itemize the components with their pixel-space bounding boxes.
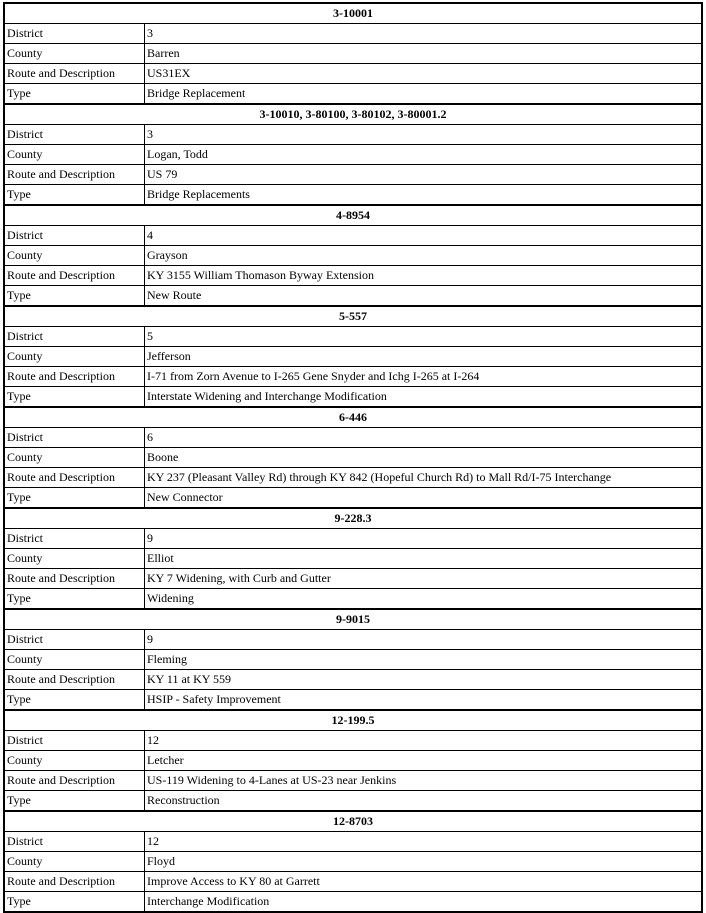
project-id: 3-10001 <box>5 4 701 24</box>
district-row <box>5 226 701 246</box>
county-label: County <box>5 448 145 467</box>
route-value: Improve Access to KY 80 at Garrett <box>147 874 320 888</box>
route-label: Route and Description <box>5 266 145 285</box>
district-value: 6 <box>147 430 153 444</box>
district-label: District <box>5 832 145 851</box>
type-row <box>5 286 701 305</box>
type-label: Type <box>5 690 145 709</box>
type-label: Type <box>5 387 145 406</box>
route-label: Route and Description <box>5 569 145 588</box>
district-label: District <box>5 630 145 649</box>
project-block <box>3 305 703 408</box>
district-row <box>5 832 701 852</box>
route-row <box>5 367 701 387</box>
type-value: New Connector <box>147 490 223 504</box>
county-row <box>5 44 701 64</box>
type-value: Bridge Replacements <box>147 187 250 201</box>
county-label: County <box>5 347 145 366</box>
district-label: District <box>5 327 145 346</box>
district-row <box>5 529 701 549</box>
district-row <box>5 731 701 751</box>
district-label: District <box>5 731 145 750</box>
district-label: District <box>5 125 145 144</box>
district-value: 3 <box>147 26 153 40</box>
district-row <box>5 428 701 448</box>
type-row <box>5 488 701 507</box>
route-label: Route and Description <box>5 670 145 689</box>
project-block <box>3 406 703 509</box>
route-label: Route and Description <box>5 468 145 487</box>
district-value: 4 <box>147 228 153 242</box>
district-row <box>5 125 701 145</box>
district-row <box>5 630 701 650</box>
type-value: Interstate Widening and Interchange Modification <box>147 389 387 403</box>
type-row <box>5 387 701 406</box>
projects-table <box>3 4 703 913</box>
route-value: KY 11 at KY 559 <box>147 672 231 686</box>
route-row <box>5 670 701 690</box>
route-row <box>5 266 701 286</box>
route-value: US 79 <box>147 167 178 181</box>
district-value: 5 <box>147 329 153 343</box>
county-value: Fleming <box>147 652 188 666</box>
district-label: District <box>5 226 145 245</box>
type-label: Type <box>5 84 145 103</box>
route-label: Route and Description <box>5 367 145 386</box>
district-label: District <box>5 428 145 447</box>
route-label: Route and Description <box>5 872 145 891</box>
county-value: Boone <box>147 450 179 464</box>
route-value: I-71 from Zorn Avenue to I-265 Gene Snyder and Ichg I-265 at I-264 <box>147 369 480 383</box>
project-block <box>3 2 703 105</box>
project-block <box>3 103 703 206</box>
county-label: County <box>5 246 145 265</box>
district-value: 12 <box>147 834 159 848</box>
county-row <box>5 347 701 367</box>
district-value: 12 <box>147 733 159 747</box>
route-row <box>5 64 701 84</box>
type-label: Type <box>5 892 145 911</box>
district-row <box>5 327 701 347</box>
county-value: Elliot <box>147 551 174 565</box>
county-label: County <box>5 549 145 568</box>
district-value: 9 <box>147 632 153 646</box>
project-block <box>3 810 703 913</box>
type-label: Type <box>5 488 145 507</box>
type-value: New Route <box>147 288 202 302</box>
county-row <box>5 650 701 670</box>
route-row <box>5 569 701 589</box>
type-row <box>5 791 701 810</box>
type-row <box>5 84 701 103</box>
county-value: Barren <box>147 46 180 60</box>
type-value: Reconstruction <box>147 793 220 807</box>
type-label: Type <box>5 185 145 204</box>
county-value: Grayson <box>147 248 188 262</box>
project-block <box>3 608 703 711</box>
project-id: 9-9015 <box>5 610 701 630</box>
county-row <box>5 852 701 872</box>
county-value: Logan, Todd <box>147 147 208 161</box>
district-value: 9 <box>147 531 153 545</box>
route-value: US-119 Widening to 4-Lanes at US-23 near Jenkins <box>147 773 397 787</box>
route-label: Route and Description <box>5 64 145 83</box>
type-row <box>5 185 701 204</box>
type-value: Widening <box>147 591 194 605</box>
county-row <box>5 448 701 468</box>
route-value: KY 237 (Pleasant Valley Rd) through KY 842 (Hopeful Church Rd) to Mall Rd/I-75 Interchange <box>147 470 612 484</box>
county-value: Floyd <box>147 854 176 868</box>
project-block <box>3 204 703 307</box>
route-row <box>5 468 701 488</box>
route-value: US31EX <box>147 66 191 80</box>
project-id: 3-10010, 3-80100, 3-80102, 3-80001.2 <box>5 105 701 125</box>
district-value: 3 <box>147 127 153 141</box>
county-value: Jefferson <box>147 349 191 363</box>
district-label: District <box>5 529 145 548</box>
county-row <box>5 246 701 266</box>
type-value: Interchange Modification <box>147 894 270 908</box>
route-row <box>5 771 701 791</box>
county-row <box>5 549 701 569</box>
type-label: Type <box>5 791 145 810</box>
type-label: Type <box>5 589 145 608</box>
route-value: KY 3155 William Thomason Byway Extension <box>147 268 374 282</box>
route-row <box>5 872 701 892</box>
project-block <box>3 507 703 610</box>
type-row <box>5 892 701 911</box>
type-label: Type <box>5 286 145 305</box>
county-label: County <box>5 852 145 871</box>
district-row <box>5 24 701 44</box>
project-block <box>3 709 703 812</box>
county-label: County <box>5 44 145 63</box>
county-row <box>5 751 701 771</box>
district-label: District <box>5 24 145 43</box>
type-row <box>5 589 701 608</box>
project-id: 12-199.5 <box>5 711 701 731</box>
project-id: 4-8954 <box>5 206 701 226</box>
county-label: County <box>5 650 145 669</box>
county-row <box>5 145 701 165</box>
type-row <box>5 690 701 709</box>
project-id: 5-557 <box>5 307 701 327</box>
project-id: 6-446 <box>5 408 701 428</box>
type-value: HSIP - Safety Improvement <box>147 692 281 706</box>
county-value: Letcher <box>147 753 184 767</box>
route-value: KY 7 Widening, with Curb and Gutter <box>147 571 331 585</box>
county-label: County <box>5 751 145 770</box>
route-label: Route and Description <box>5 771 145 790</box>
project-id: 9-228.3 <box>5 509 701 529</box>
route-row <box>5 165 701 185</box>
project-id: 12-8703 <box>5 812 701 832</box>
route-label: Route and Description <box>5 165 145 184</box>
county-label: County <box>5 145 145 164</box>
type-value: Bridge Replacement <box>147 86 246 100</box>
